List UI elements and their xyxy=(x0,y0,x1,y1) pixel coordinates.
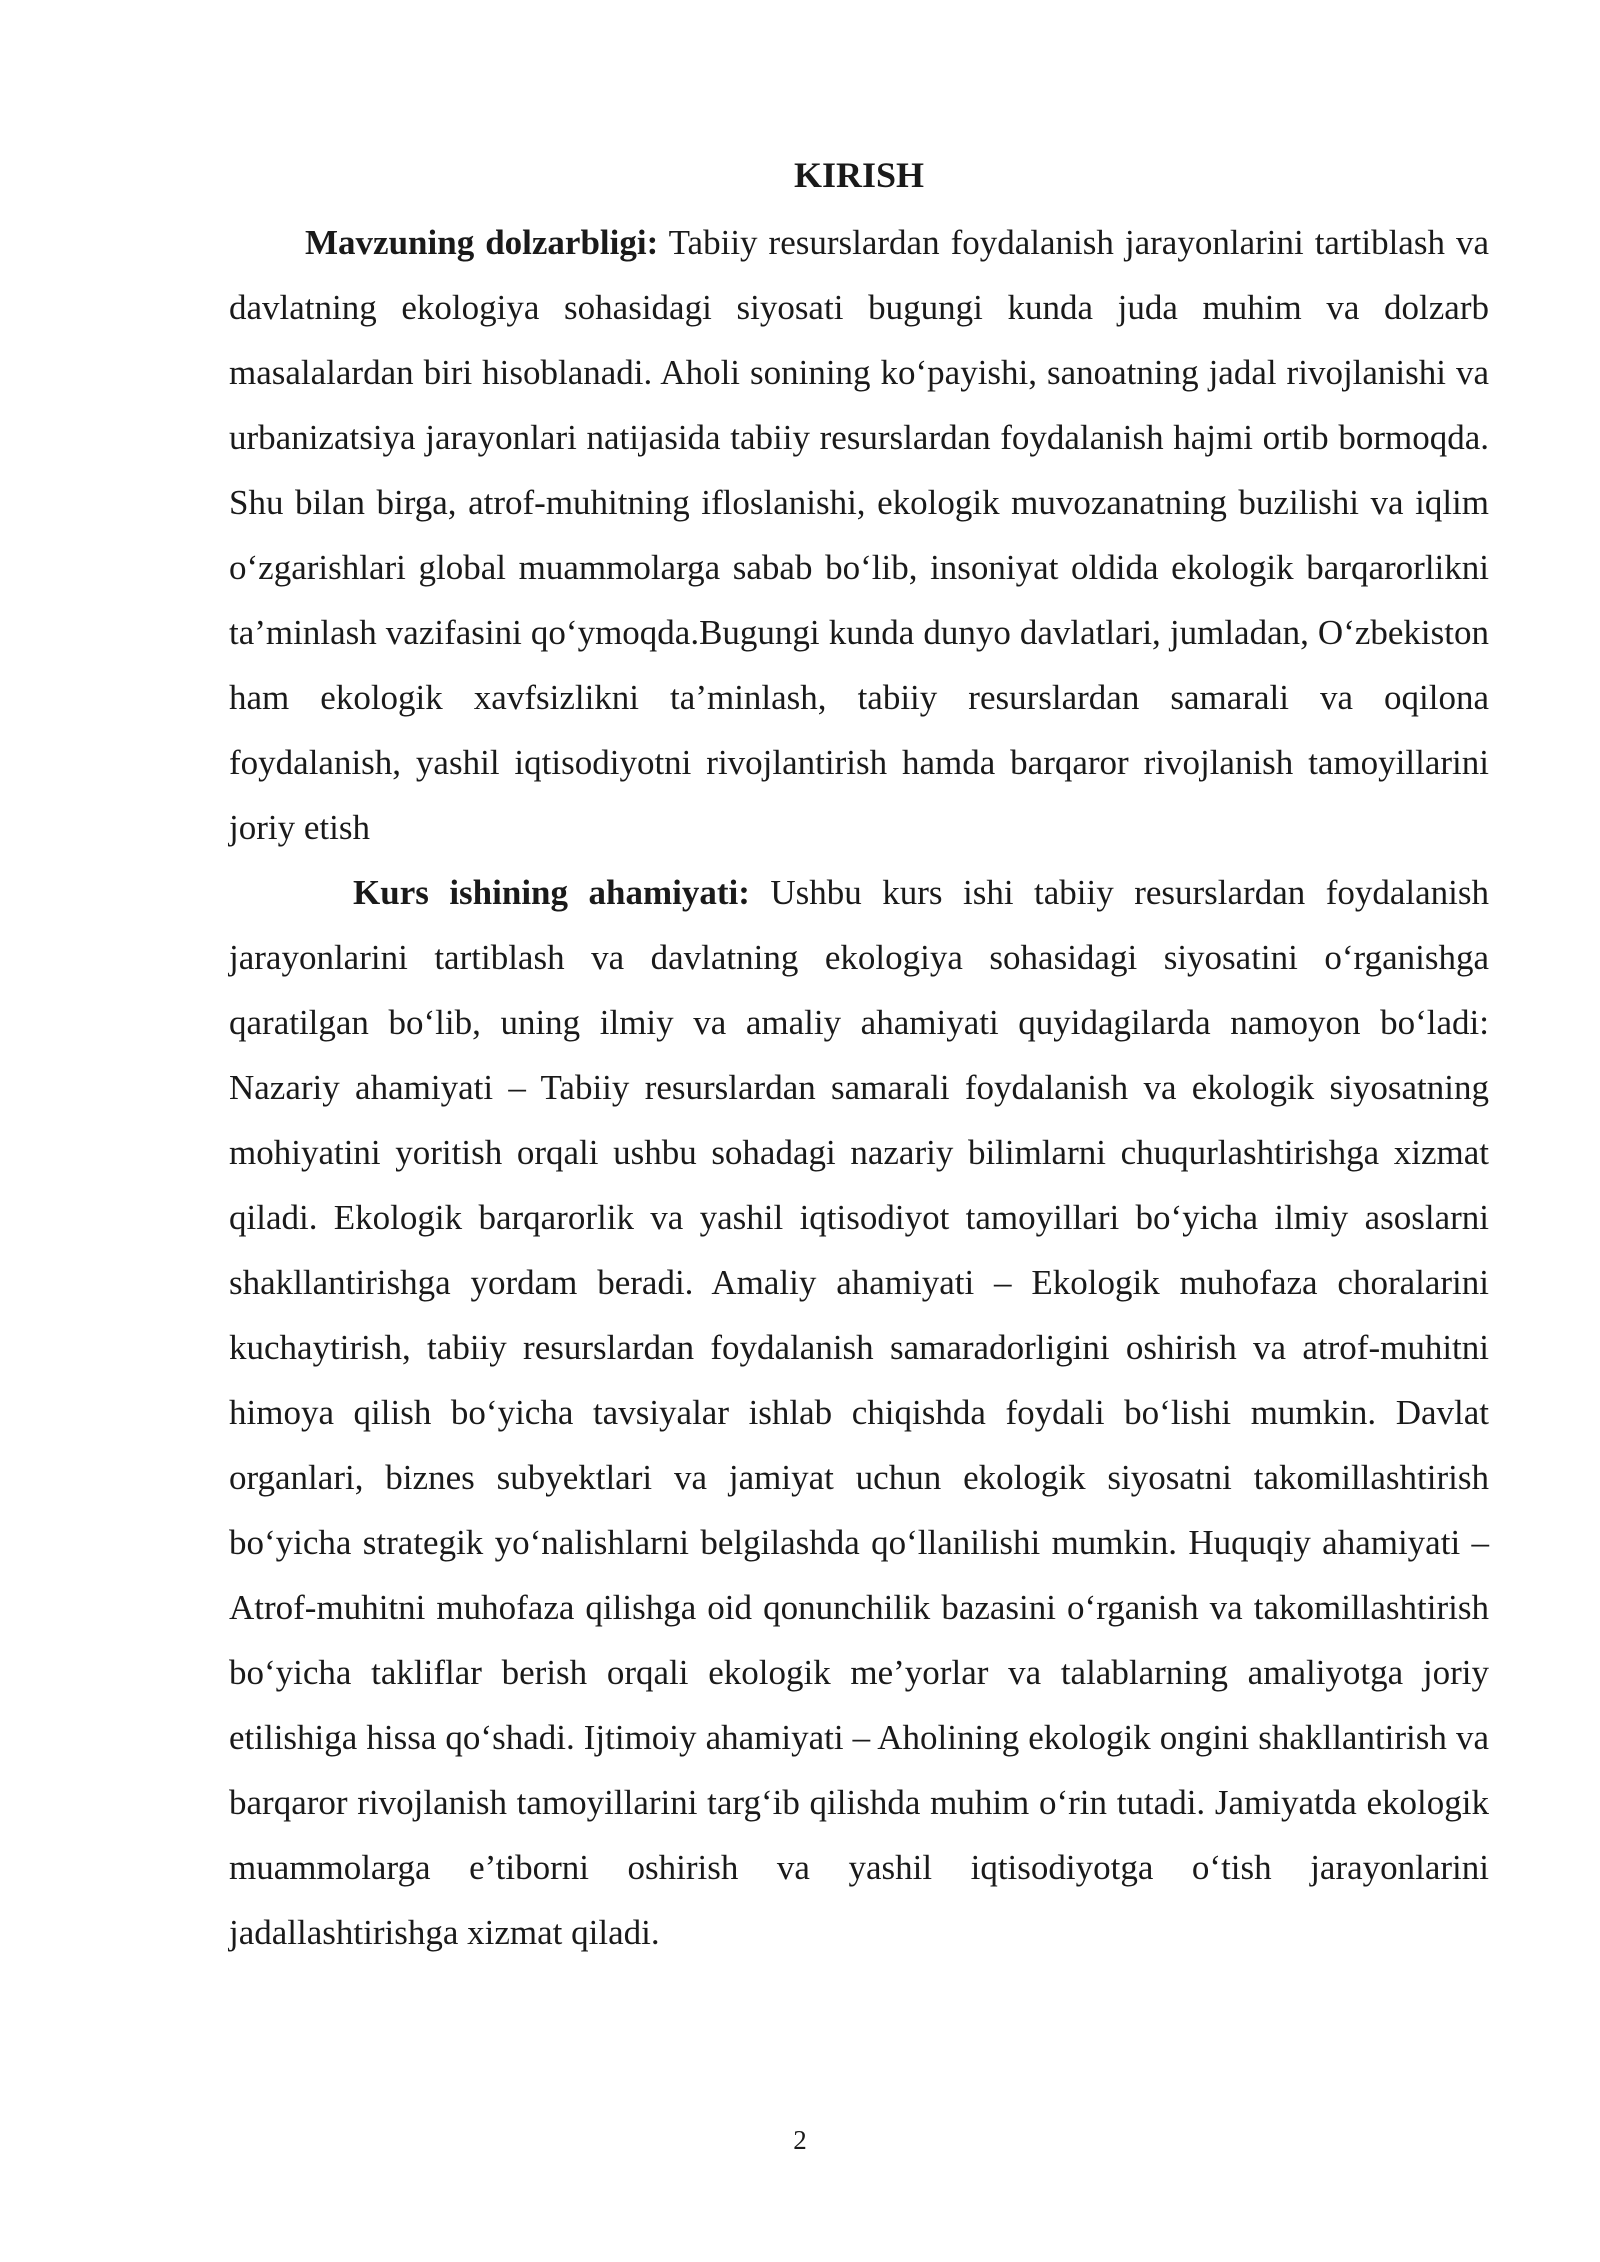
importance-paragraph xyxy=(229,860,1489,1965)
importance-heading: Kurs ishining ahamiyati: xyxy=(353,873,750,912)
relevance-paragraph xyxy=(229,210,1489,860)
document-page xyxy=(229,150,1489,1965)
relevance-text: Tabiiy resurslardan foydalanish jarayonlarini tartiblash va davlatning ekologiya sohasidagi siyosati bugungi kunda juda muhim va dolzarb masalalardan biri hisoblanadi. Aholi sonining ko‘payishi, sanoatning jadal rivojlanishi va urbanizatsiya jarayonlari natijasida tabiiy resurslardan foydalanish hajmi ortib bormoqda. Shu bilan birga, atrof-muhitning ifloslanishi, ekologik muvozanatning buzilishi va iqlim o‘zgarishlari global muammolarga sabab bo‘lib, insoniyat oldida ekologik barqarorlikni ta’minlash vazifasini qo‘ymoqda.Bugungi kunda dunyo davlatlari, jumladan, O‘zbekiston ham ekologik xavfsizlikni ta’minlash, tabiiy resurslardan samarali va oqilona foydalanish, yashil iqtisodiyotni rivojlantirish hamda barqaror rivojlanish tamoyillarini joriy etish xyxy=(229,223,1489,847)
importance-text: Ushbu kurs ishi tabiiy resurslardan foydalanish jarayonlarini tartiblash va davlatning ekologiya sohasidagi siyosatini o‘rganishga qaratilgan bo‘lib, uning ilmiy va amaliy ahamiyati quyidagilarda namoyon bo‘ladi: Nazariy ahamiyati – Tabiiy resurslardan samarali foydalanish va ekologik siyosatning mohiyatini yoritish orqali ushbu sohadagi nazariy bilimlarni chuqurlashtirishga xizmat qiladi. Ekologik barqarorlik va yashil iqtisodiyot tamoyillari bo‘yicha ilmiy asoslarni shakllantirishga yordam beradi. Amaliy ahamiyati – Ekologik muhofaza choralarini kuchaytirish, tabiiy resurslardan foydalanish samaradorligini oshirish va atrof-muhitni himoya qilish bo‘yicha tavsiyalar ishlab chiqishda foydali bo‘lishi mumkin. Davlat organlari, biznes subyektlari va jamiyat uchun ekologik siyosatni takomillashtirish bo‘yicha strategik yo‘nalishlarni belgilashda qo‘llanilishi mumkin. Huquqiy ahamiyati – Atrof-muhitni muhofaza qilishga oid qonunchilik bazasini o‘rganish va takomillashtirish bo‘yicha takliflar berish orqali ekologik me’yorlar va talablarning amaliyotga joriy etilishiga hissa qo‘shadi. Ijtimoiy ahamiyati – Aholining ekologik ongini shakllantirish va barqaror rivojlanish tamoyillarini targ‘ib qilishda muhim o‘rin tutadi. Jamiyatda ekologik muammolarga e’tiborni oshirish va yashil iqtisodiyotga o‘tish jarayonlarini jadallashtirishga xizmat qiladi. xyxy=(229,873,1489,1952)
relevance-heading: Mavzuning dolzarbligi: xyxy=(305,223,659,262)
section-title: KIRISH xyxy=(793,155,925,195)
page-number: 2 xyxy=(793,2125,807,2155)
